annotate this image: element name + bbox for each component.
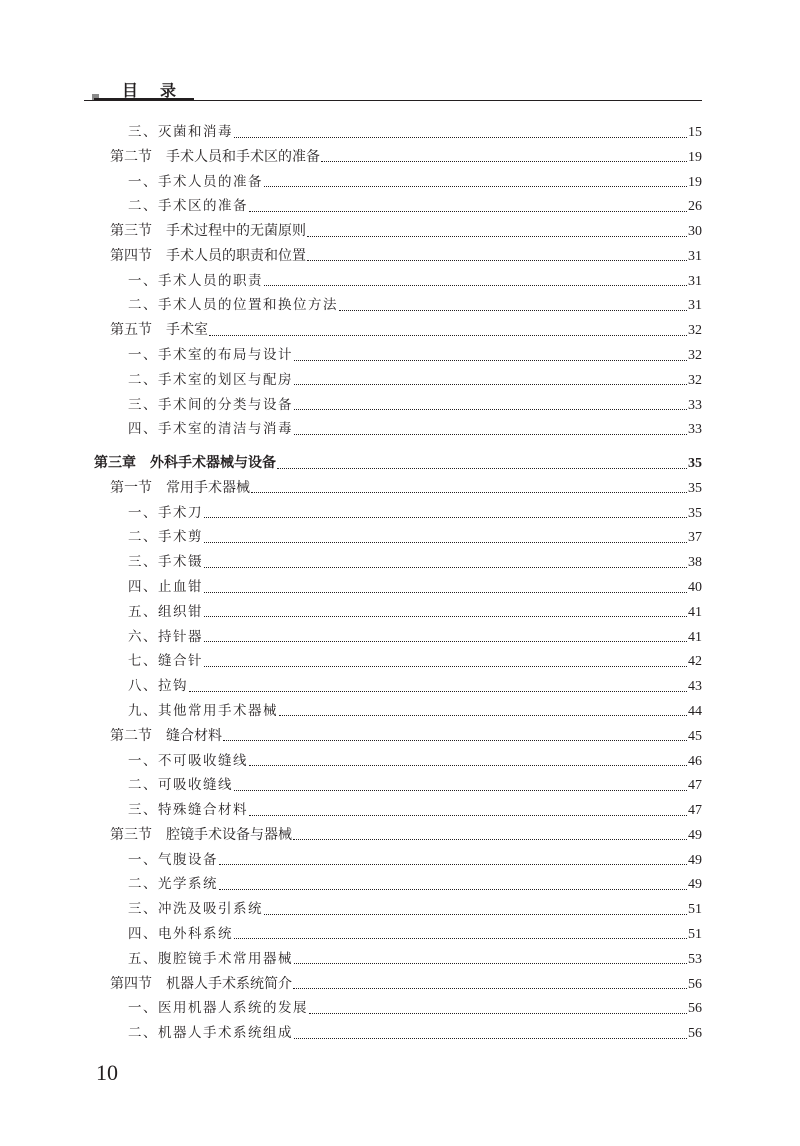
toc-item [128, 848, 702, 872]
dot-leader [223, 740, 687, 741]
toc-entry-number: 第二节 [110, 727, 152, 744]
toc-entry-title: 手术人员和手术区的准备 [166, 148, 320, 165]
toc-entry-label: 一、手术室的布局与设计 [128, 347, 293, 364]
toc-entry-label: 二、手术区的准备 [128, 198, 248, 215]
toc-entry-label [110, 823, 292, 847]
toc-entry-label: 五、腹腔镜手术常用器械 [128, 950, 293, 967]
toc-item [128, 194, 702, 218]
toc-entry-label [94, 451, 276, 475]
toc-entry-label: 二、手术室的划区与配房 [128, 371, 293, 388]
toc-page-number: 56 [688, 976, 702, 992]
toc-page-number: 26 [688, 199, 702, 215]
page-number: 10 [96, 1060, 118, 1085]
dot-leader [249, 815, 687, 816]
toc-entry-label: 三、灭菌和消毒 [128, 124, 233, 140]
toc-entry-label: 一、医用机器人系统的发展 [128, 1000, 308, 1017]
toc-entry-label: 一、手术人员的准备 [128, 173, 263, 190]
toc-item [128, 575, 702, 599]
toc-entry-label: 一、手术人员的职责 [128, 272, 263, 289]
toc-entry-number: 第一节 [110, 479, 152, 496]
toc-item [128, 773, 702, 797]
toc-item [128, 550, 702, 574]
toc-entry-title: 常用手术器械 [166, 479, 250, 496]
toc-entry-label [110, 972, 292, 996]
dot-leader [264, 285, 687, 286]
toc-chapter [94, 451, 702, 475]
toc-entry-label [110, 219, 306, 243]
toc-item [128, 120, 702, 144]
toc-entry-label: 二、手术人员的位置和换位方法 [128, 297, 338, 314]
toc-page-number: 42 [688, 654, 702, 670]
toc-section [110, 972, 702, 996]
toc-entry-label: 四、手术室的清洁与消毒 [128, 421, 293, 438]
toc-page-number: 31 [688, 273, 702, 289]
toc-page-number: 35 [688, 480, 702, 496]
toc-page-number: 37 [688, 530, 702, 546]
toc-entry-label: 一、不可吸收缝线 [128, 752, 248, 769]
dot-leader [293, 839, 687, 840]
toc-item [128, 501, 702, 525]
toc-section [110, 219, 702, 243]
dot-leader [279, 715, 687, 716]
dot-leader [294, 409, 687, 410]
toc-item [128, 996, 702, 1020]
toc-page-number: 19 [688, 174, 702, 190]
toc-page-number: 32 [688, 372, 702, 388]
dot-leader [204, 542, 687, 543]
toc-entry-label [110, 318, 208, 342]
dot-leader [204, 567, 687, 568]
dot-leader [234, 137, 687, 138]
dot-leader [204, 641, 687, 642]
toc-item [128, 749, 702, 773]
toc-page-number: 32 [688, 348, 702, 364]
toc-page-number: 45 [688, 728, 702, 744]
toc-page-number: 41 [688, 629, 702, 645]
toc-item [128, 170, 702, 194]
dot-leader [209, 335, 687, 336]
toc-entry-label: 四、电外科系统 [128, 925, 233, 942]
toc-item [128, 922, 702, 946]
toc-page-number: 49 [688, 852, 702, 868]
toc-entry-title: 缝合材料 [166, 727, 222, 744]
toc-entry-label: 三、手术镊 [128, 554, 203, 571]
dot-leader [293, 988, 687, 989]
dot-leader [294, 1038, 687, 1039]
toc-entry-title: 腔镜手术设备与器械 [166, 826, 292, 843]
dot-leader [249, 765, 687, 766]
toc-page-number: 33 [688, 397, 702, 413]
toc-entry-label: 九、其他常用手术器械 [128, 702, 278, 719]
toc-page-number: 35 [688, 456, 702, 472]
toc-entry-label: 八、拉钩 [128, 678, 188, 695]
dot-leader [204, 592, 687, 593]
toc-entry-label: 三、冲洗及吸引系统 [128, 901, 263, 918]
toc-page-number: 15 [688, 125, 702, 140]
dot-leader [294, 434, 687, 435]
toc-item [128, 897, 702, 921]
toc-entry-number: 第五节 [110, 322, 152, 339]
toc-entry-label: 二、机器人手术系统组成 [128, 1025, 293, 1042]
dot-leader [234, 790, 687, 791]
dot-leader [264, 186, 687, 187]
toc-item [128, 674, 702, 698]
toc-section [110, 318, 702, 342]
dot-leader [294, 360, 687, 361]
toc-entry-number: 第三节 [110, 826, 152, 843]
toc-page-number: 38 [688, 555, 702, 571]
toc-entry-number: 第四节 [110, 975, 152, 992]
toc-item [128, 343, 702, 367]
toc-item [128, 600, 702, 624]
toc-entry-label: 五、组织钳 [128, 603, 203, 620]
toc-page-number: 44 [688, 703, 702, 719]
toc-entry-title: 手术人员的职责和位置 [166, 247, 306, 264]
toc-item [128, 947, 702, 971]
toc-page-number: 33 [688, 422, 702, 438]
toc-section [110, 145, 702, 169]
dot-leader [307, 236, 687, 237]
toc-page-number: 43 [688, 679, 702, 695]
toc-entry-label: 二、手术剪 [128, 529, 203, 546]
toc-item [128, 293, 702, 317]
toc-item [128, 417, 702, 441]
toc-entry-label: 七、缝合针 [128, 653, 203, 670]
dot-leader [249, 211, 687, 212]
dot-leader [204, 666, 687, 667]
toc-page-number: 47 [688, 803, 702, 819]
toc-page-number: 47 [688, 778, 702, 794]
toc-entry-number: 第四节 [110, 247, 152, 264]
toc-entry-label: 三、特殊缝合材料 [128, 802, 248, 819]
toc-page-number: 41 [688, 604, 702, 620]
toc-page-number: 31 [688, 248, 702, 264]
toc-entry-number: 第二节 [110, 148, 152, 165]
toc-entry-label: 二、可吸收缝线 [128, 777, 233, 794]
dot-leader [264, 914, 687, 915]
dot-leader [294, 963, 687, 964]
dot-leader [204, 616, 687, 617]
toc-item [128, 798, 702, 822]
toc-entry-title: 手术室 [166, 322, 208, 339]
dot-leader [277, 468, 687, 469]
toc-item [128, 368, 702, 392]
toc-entry-title: 机器人手术系统简介 [166, 975, 292, 992]
toc-item [128, 269, 702, 293]
toc-page-number: 31 [688, 298, 702, 314]
toc-section [110, 476, 702, 500]
toc-section [110, 724, 702, 748]
toc-entry-title: 手术过程中的无菌原则 [166, 223, 306, 240]
running-header [84, 78, 702, 104]
toc-item [128, 649, 702, 673]
toc-page-number: 32 [688, 323, 702, 339]
toc-item [128, 699, 702, 723]
dot-leader [189, 691, 687, 692]
toc-page-number: 56 [688, 1001, 702, 1017]
toc-page-number: 49 [688, 877, 702, 893]
toc-entry-label: 四、止血钳 [128, 579, 203, 596]
dot-leader [294, 384, 687, 385]
toc-entry-number: 第三节 [110, 223, 152, 240]
toc-page-number: 53 [688, 951, 702, 967]
toc-section [110, 244, 702, 268]
dot-leader [219, 889, 687, 890]
toc-section [110, 823, 702, 847]
dot-leader [309, 1013, 687, 1014]
toc-entry-label: 一、手术刀 [128, 504, 203, 521]
toc-page-number: 19 [688, 149, 702, 165]
toc-page-number: 35 [688, 505, 702, 521]
dot-leader [339, 310, 687, 311]
toc-entry-label [110, 244, 306, 268]
header-title: 目录 [122, 81, 199, 100]
toc-item [128, 525, 702, 549]
toc-page-number: 40 [688, 580, 702, 596]
dot-leader [307, 260, 687, 261]
toc-item [128, 1021, 702, 1045]
dot-leader [321, 161, 687, 162]
toc-entry-label [110, 476, 250, 500]
toc-page-number: 49 [688, 827, 702, 843]
toc-entry-title: 外科手术器械与设备 [150, 455, 276, 472]
toc-entry-label: 六、持针器 [128, 628, 203, 645]
toc-item [128, 872, 702, 896]
toc-entry-label [110, 724, 222, 748]
toc-entry-number: 第三章 [94, 455, 136, 472]
toc-entry-label: 二、光学系统 [128, 876, 218, 893]
toc-page-number: 51 [688, 926, 702, 942]
toc-page-number: 46 [688, 753, 702, 769]
dot-leader [204, 517, 687, 518]
toc-item [128, 393, 702, 417]
toc-page-number: 30 [688, 224, 702, 240]
toc-page-number: 51 [688, 902, 702, 918]
toc-entry-label: 一、气腹设备 [128, 851, 218, 868]
toc-entry-label: 三、手术间的分类与设备 [128, 396, 293, 413]
toc-entry-label [110, 145, 320, 169]
toc-item [128, 625, 702, 649]
dot-leader [251, 492, 687, 493]
toc-page-number: 56 [688, 1026, 702, 1042]
dot-leader [234, 938, 687, 939]
dot-leader [219, 864, 687, 865]
